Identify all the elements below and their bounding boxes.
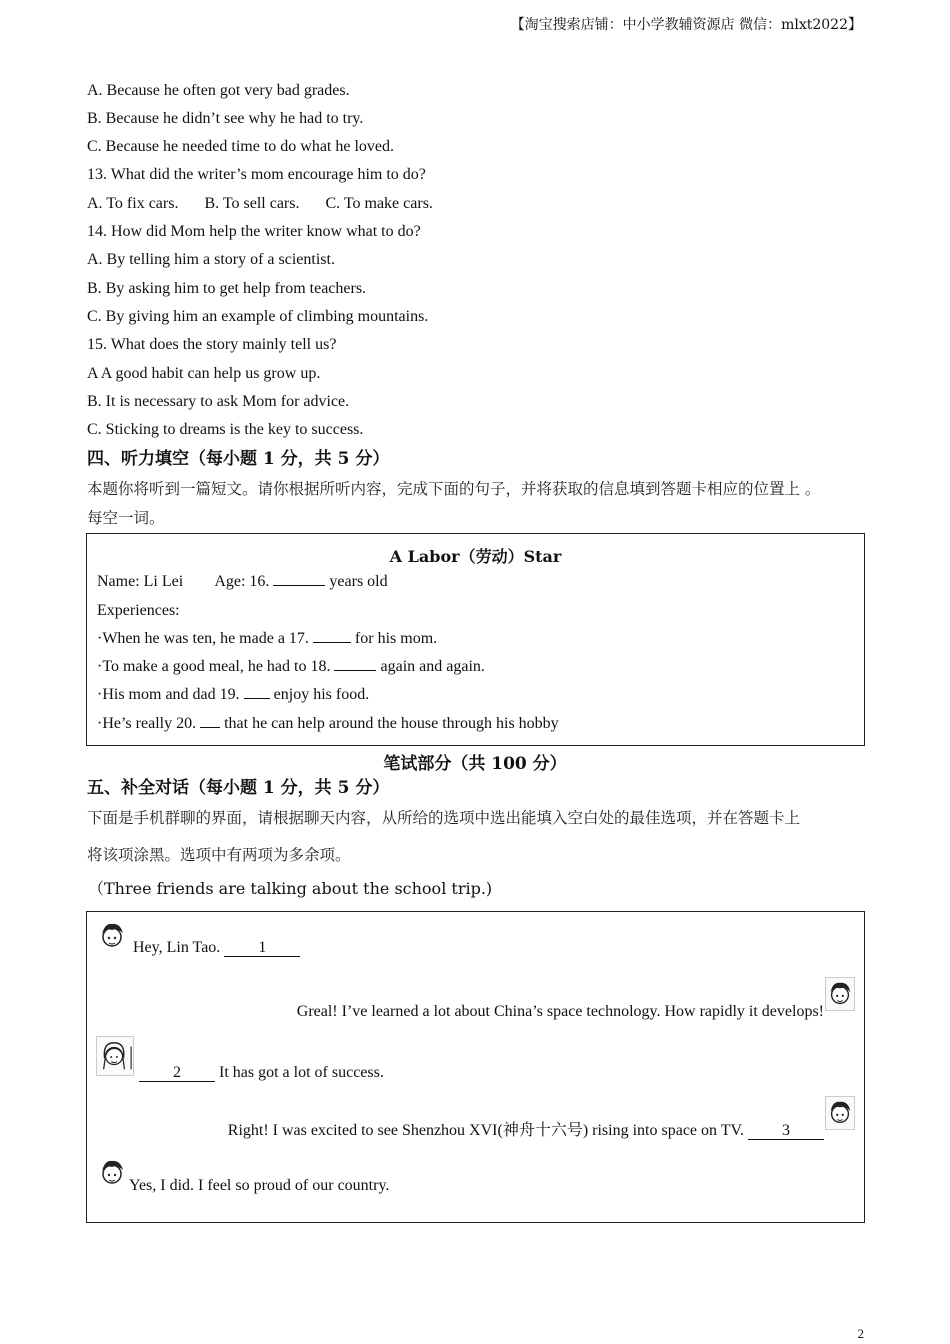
labor-star-box <box>86 533 865 746</box>
chat-message-3-text: It has got a lot of success. <box>215 1064 384 1081</box>
chat-message-1 <box>133 938 300 958</box>
chat-message-4-text: Right! I was excited to see Shenzhou XVI(神舟十六号) rising into space on TV. <box>227 1122 748 1139</box>
q15-option-b: B. It is necessary to ask Mom for advice. <box>87 393 350 410</box>
section4-instruction-1: 本题你将听到一篇短文。请你根据所听内容，完成下面的句子，并将获取的信息填到答题卡相应的位置上 。 <box>87 480 821 498</box>
q15-question: 15. What does the story mainly tell us? <box>87 336 337 353</box>
q13-option-b: B. To sell cars. <box>204 195 300 212</box>
blank-2[interactable]: 2 <box>139 1065 215 1082</box>
q13-question: 13. What did the writer’s mom encourage him to do? <box>87 166 426 183</box>
q13-option-c: C. To make cars. <box>325 195 433 212</box>
item-17-suffix: for his mom. <box>350 630 438 647</box>
q12-option-c: C. Because he needed time to do what he loved. <box>87 138 395 155</box>
item-17-prefix: ·When he was ten, he made a 17. <box>97 630 313 647</box>
blank-19[interactable] <box>244 698 270 699</box>
section5-instruction-2: 将该项涂黑。选项中有两项为多余项。 <box>87 846 351 864</box>
blank-20[interactable] <box>200 727 220 728</box>
chat-message-5: Yes, I did. I feel so proud of our country. <box>129 1177 390 1194</box>
q15-option-a: A A good habit can help us grow up. <box>87 365 321 382</box>
item-19-prefix: ·His mom and dad 19. <box>97 686 244 703</box>
boy-avatar-icon <box>97 920 127 954</box>
item-20-prefix: ·He’s really 20. <box>97 715 201 732</box>
section4-heading: 四、听力填空（每小题 1 分，共 5 分） <box>87 449 390 469</box>
q14-option-b: B. By asking him to get help from teachers. <box>87 280 367 297</box>
blank-18[interactable] <box>334 670 376 671</box>
item-18-prefix: ·To make a good meal, he had to 18. <box>97 658 335 675</box>
boy-avatar-icon <box>825 1096 855 1130</box>
q14-question: 14. How did Mom help the writer know what to do? <box>87 223 421 240</box>
item-20-suffix: that he can help around the house through his hobby <box>220 715 559 732</box>
q14-option-a: A. By telling him a story of a scientist. <box>87 251 335 268</box>
boy-avatar-icon <box>825 977 855 1011</box>
blank-1[interactable]: 1 <box>224 940 300 957</box>
age-prefix: Age: 16. <box>214 573 274 590</box>
chat-message-4 <box>228 1121 824 1141</box>
blank-17[interactable] <box>313 642 351 643</box>
q13-option-a: A. To fix cars. <box>87 195 179 212</box>
labor-star-title: A Labor（劳动）Star <box>389 547 562 566</box>
q15-option-c: C. Sticking to dreams is the key to success. <box>87 421 364 438</box>
written-section-heading: 笔试部分（共 100 分） <box>383 754 567 774</box>
blank-16[interactable] <box>273 585 325 586</box>
name-age-line <box>97 572 388 592</box>
item-18-suffix: again and again. <box>376 658 485 675</box>
item-17 <box>97 629 437 649</box>
blank-3[interactable]: 3 <box>748 1123 824 1140</box>
item-18 <box>97 657 485 677</box>
age-suffix: years old <box>325 573 388 590</box>
section5-context: （Three friends are talking about the school trip.) <box>88 879 493 898</box>
item-19 <box>97 685 369 705</box>
chat-box <box>86 911 865 1223</box>
item-20 <box>97 714 559 734</box>
boy-avatar-icon <box>97 1157 127 1191</box>
chat-message-3 <box>139 1063 384 1083</box>
page-number: 2 <box>857 1326 864 1341</box>
girl-avatar-icon <box>96 1036 134 1076</box>
name-text: Name: Li Lei <box>97 573 184 590</box>
chat-message-1-text: Hey, Lin Tao. <box>133 939 225 956</box>
header-note: 【淘宝搜索店铺：中小学教辅资源店 微信：mlxt2022】 <box>510 17 862 33</box>
section5-heading: 五、补全对话（每小题 1 分，共 5 分） <box>87 778 390 798</box>
item-19-suffix: enjoy his food. <box>269 686 370 703</box>
section5-instruction-1: 下面是手机群聊的界面，请根据聊天内容，从所给的选项中选出能填入空白处的最佳选项，并在答题卡上 <box>87 809 801 827</box>
experiences-label: Experiences: <box>97 602 180 619</box>
section4-instruction-2: 每空一词。 <box>87 509 165 527</box>
q12-option-a: A. Because he often got very bad grades. <box>87 82 350 99</box>
q13-options <box>87 194 433 214</box>
q12-option-b: B. Because he didn’t see why he had to try. <box>87 110 364 127</box>
chat-message-2: Greal! I’ve learned a lot about China’s space technology. How rapidly it develops! <box>296 1003 824 1020</box>
q14-option-c: C. By giving him an example of climbing mountains. <box>87 308 429 325</box>
